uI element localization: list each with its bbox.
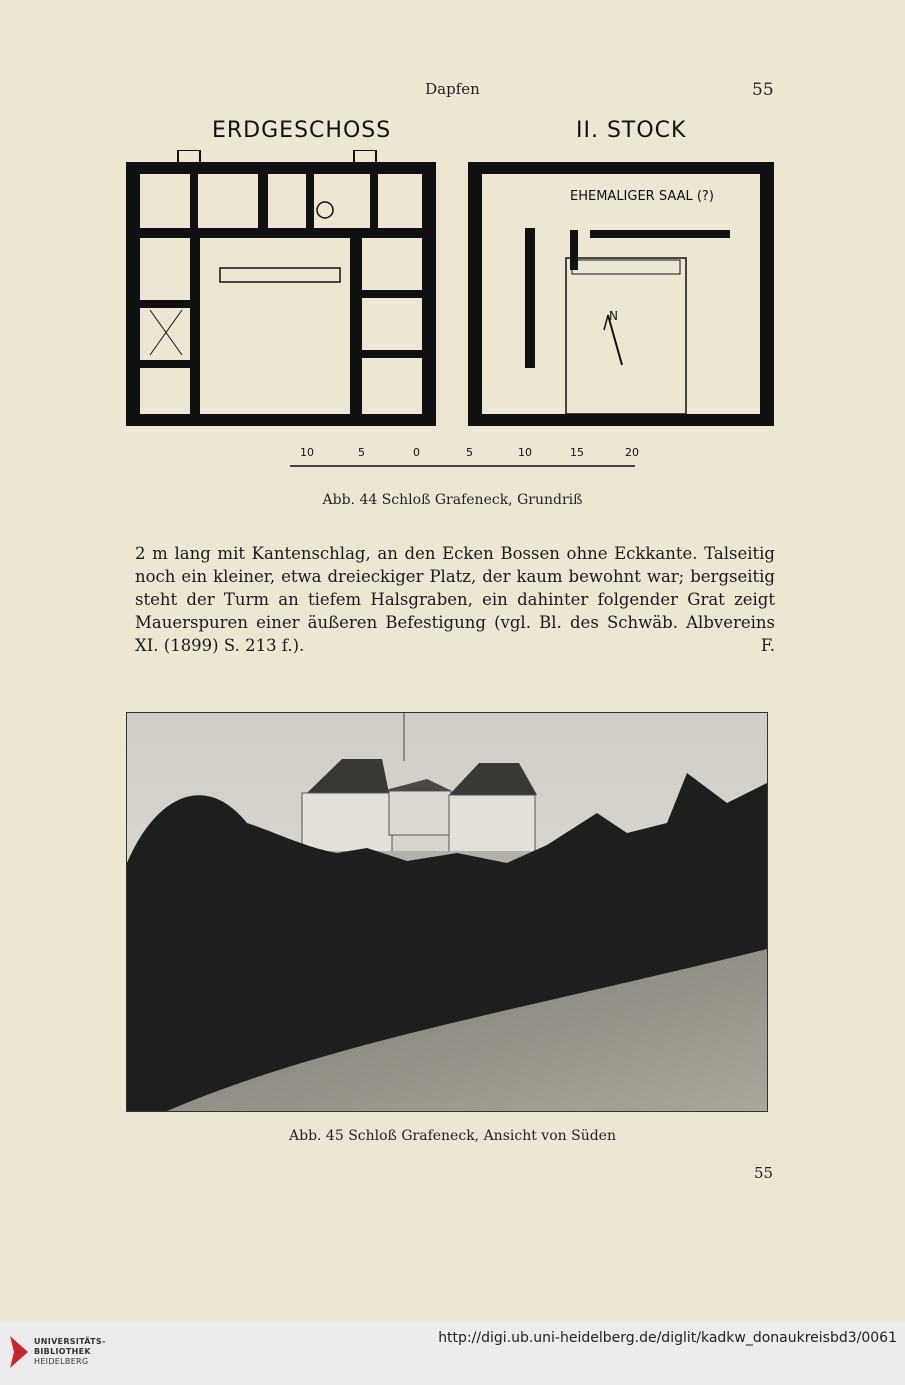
room-label-hall: EHEMALIGER SAAL (?) [570, 189, 714, 204]
scale-label: 10 [518, 446, 532, 459]
library-name-line: UNIVERSITÄTS- [34, 1337, 106, 1346]
scale-label: 20 [625, 446, 639, 459]
scale-label: 0 [413, 446, 420, 459]
north-label: N [609, 309, 618, 323]
scale-label: 5 [466, 446, 473, 459]
running-head: Dapfen [425, 80, 480, 98]
floor-plans-figure [120, 150, 780, 480]
page-number-top: 55 [752, 80, 774, 100]
figure-44-caption: Abb. 44 Schloß Grafeneck, Grundriß [322, 492, 583, 508]
scale-bar [290, 446, 639, 466]
scale-label: 10 [300, 446, 314, 459]
author-initial: F. [760, 636, 775, 655]
body-text [135, 542, 775, 657]
plan-title-second-floor: II. STOCK [576, 118, 687, 143]
second-floor-plan [468, 162, 774, 426]
plan-title-ground-floor: ERDGESCHOSS [212, 118, 392, 143]
library-name-line: HEIDELBERG [34, 1357, 89, 1366]
figure-45-caption: Abb. 45 Schloß Grafeneck, Ansicht von Süden [289, 1128, 616, 1144]
ground-floor-plan [126, 150, 436, 426]
source-url-link[interactable]: http://digi.ub.uni-heidelberg.de/diglit/kadkw_donaukreisbd3/0061 [438, 1330, 897, 1346]
scale-label: 5 [358, 446, 365, 459]
body-paragraph: 2 m lang mit Kantenschlag, an den Ecken Bossen ohne Eckkante. Talseitig noch ein kleiner, etwa dreieckiger Platz, der kaum bewohnt war; bergseitig steht der Turm an tiefem Halsgraben, ein dahinter folgender Grat zeigt Mauerspuren einer äußeren Befestigung (vgl. Bl. des Schwäb. Albvereins XI. (1899) S. 213 f.). [135, 544, 775, 655]
library-name-line: BIBLIOTHEK [34, 1347, 91, 1356]
library-logo-icon [8, 1334, 30, 1370]
castle-photograph [126, 712, 768, 1112]
page-number-bottom: 55 [754, 1164, 774, 1182]
library-footer [0, 1322, 905, 1385]
scale-label: 15 [570, 446, 584, 459]
